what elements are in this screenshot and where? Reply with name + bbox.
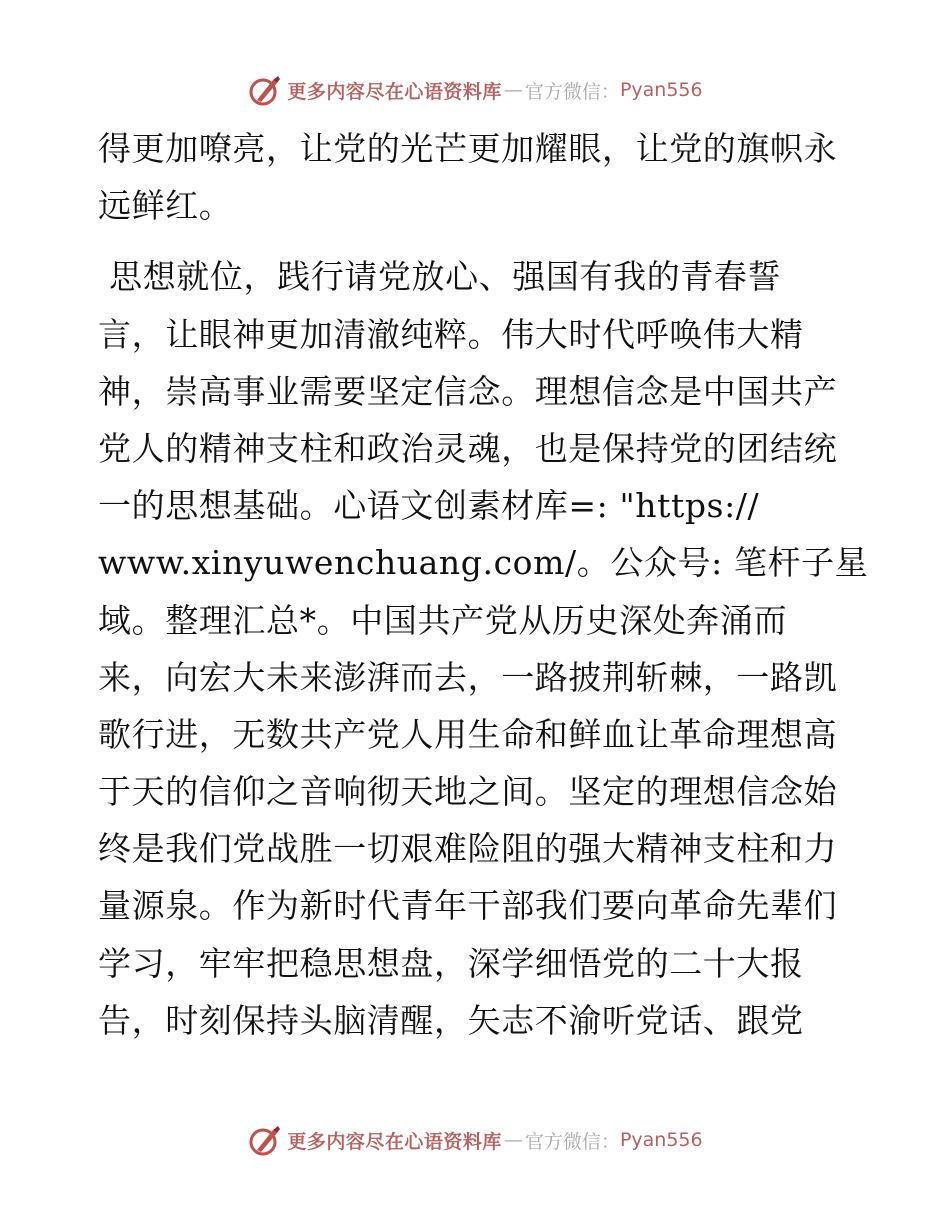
text-line: 远鲜红。: [98, 186, 233, 226]
banner-wechat-label: 官方微信：: [524, 80, 620, 103]
paragraph-1: [98, 120, 858, 234]
text-line: 学习，牢牢把稳思想盘，深学细悟党的二十大报: [98, 943, 804, 983]
text-line: 一的思想基础。心语文创素材库=: "https://: [98, 486, 760, 526]
banner-wechat-id: Pyan556: [619, 1129, 703, 1151]
banner-separator: —: [503, 1129, 523, 1151]
text-line: 得更加嘹亮，让党的光芒更加耀眼，让党的旗帜永: [98, 129, 838, 168]
text-line: 神，崇高事业需要坚定信念。理想信念是中国共产: [98, 371, 838, 411]
header-watermark: [0, 70, 950, 110]
banner-separator: —: [503, 79, 523, 101]
text-line: 言，让眼神更加清澈纯粹。伟大时代呼唤伟大精: [98, 314, 804, 354]
footer-watermark: [0, 1120, 950, 1160]
banner-wechat-id: Pyan556: [619, 79, 703, 101]
text-line: 告，时刻保持头脑清醒，矢志不渝听党话、跟党: [98, 1000, 804, 1040]
text-line: 来，向宏大未来澎湃而去，一路披荆斩棘，一路凯: [98, 657, 838, 697]
text-line: 域。整理汇总*。中国共产党从历史深处奔涌而: [98, 600, 788, 640]
document-body: [98, 120, 869, 1049]
text-line: 党人的精神支柱和政治灵魂，也是保持党的团结统: [98, 428, 838, 468]
text-line: 于天的信仰之音响彻天地之间。坚定的理想信念始: [98, 772, 838, 812]
pen-logo-icon: [247, 1122, 283, 1158]
banner-main-text: 更多内容尽在心语资料库: [287, 1130, 502, 1153]
banner-wechat-label: 官方微信：: [524, 1130, 620, 1153]
text-line: 思想就位，践行请党放心、强国有我的青春誓: [98, 257, 782, 297]
pen-logo-icon: [247, 72, 283, 108]
text-line: 歌行进，无数共产党人用生命和鲜血让革命理想高: [98, 714, 838, 754]
text-line: 量源泉。作为新时代青年干部我们要向革命先辈们: [98, 886, 838, 926]
paragraph-2: [98, 248, 869, 1049]
text-line: 终是我们党战胜一切艰难险阻的强大精神支柱和力: [98, 829, 838, 869]
text-line: www.xinyuwenchuang.com/。公众号: 笔杆子星: [98, 543, 869, 583]
banner-main-text: 更多内容尽在心语资料库: [287, 80, 502, 103]
